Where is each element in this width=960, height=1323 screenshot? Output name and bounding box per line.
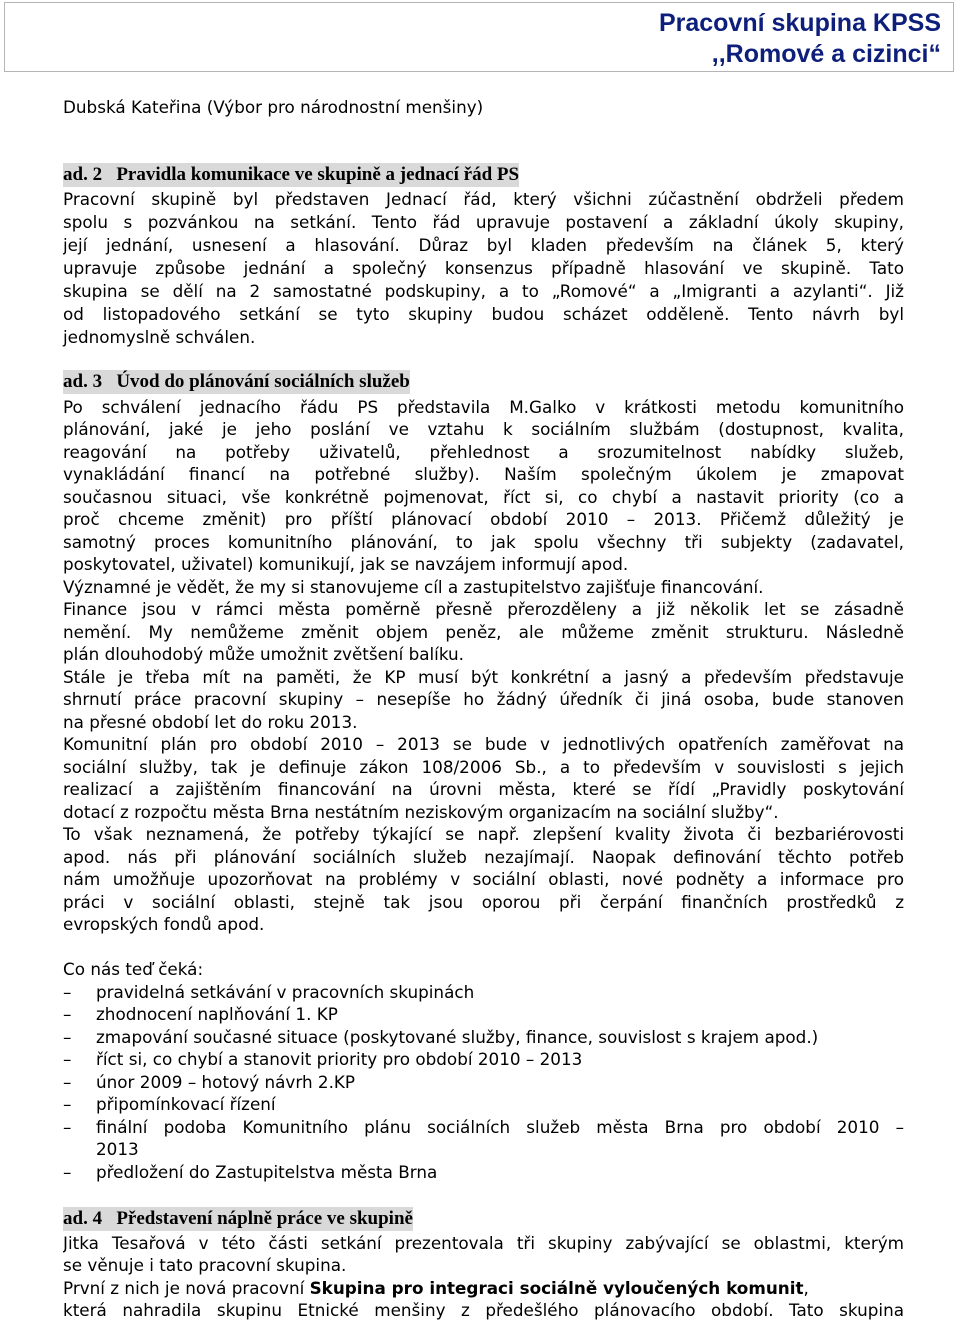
dash-bullet: – xyxy=(63,1094,72,1114)
dash-bullet: – xyxy=(63,1049,72,1069)
document-title xyxy=(659,8,941,70)
dash-bullet: – xyxy=(63,1072,72,1092)
todo-heading: Co nás teď čeká: xyxy=(63,959,204,979)
section-3-line: nemění. My nemůžeme změnit objem peněz, ale můžeme změnit strukturu. Následně xyxy=(63,622,904,642)
section-3-line: Stále je třeba mít na paměti, že KP musí být konkrétní a jasný a především představuje xyxy=(63,667,904,687)
title-line-1: Pracovní skupina KPSS xyxy=(658,9,941,37)
section-4-title: Představení náplně práce ve skupině xyxy=(116,1208,413,1229)
list-item: předložení do Zastupitelstva města Brna xyxy=(96,1162,438,1182)
section-4-text: První z nich je nová pracovní xyxy=(63,1278,310,1298)
section-3-number: ad. 3 xyxy=(63,371,103,392)
section-2-line: jednomyslně schválen. xyxy=(63,327,256,347)
section-4-heading xyxy=(63,1207,413,1231)
list-item: pravidelná setkávání v pracovních skupinách xyxy=(96,982,475,1002)
group-name-bold: Skupina pro integraci sociálně vyloučených komunit xyxy=(309,1278,804,1298)
section-3-line: na přesné období let do roku 2013. xyxy=(63,712,358,732)
section-2-line: upravuje způsobe jednání a společný konsenzus případně hlasování ve skupině. Tato xyxy=(63,258,904,278)
list-item: připomínkovací řízení xyxy=(96,1094,276,1114)
section-3-line: Finance jsou v rámci města poměrně přesně přerozděleny a již několik let se zásadně xyxy=(63,599,904,619)
section-3-line: poskytovatel, uživatel) komunikují, jak se navzájem informují apod. xyxy=(63,554,629,574)
section-4-number: ad. 4 xyxy=(63,1208,103,1229)
section-3-line: současnou situaci, vše konkrétně pojmenovat, říct si, co chybí a nastavit priority (co a xyxy=(63,487,904,507)
section-3-line: proč chceme změnit) pro příští plánovací období 2010 – 2013. Přičemž důležitý je xyxy=(63,509,904,529)
section-4-line xyxy=(63,1277,809,1299)
intro-line: Dubská Kateřina (Výbor pro národnostní menšiny) xyxy=(63,97,484,117)
section-4-line: která nahradila skupinu Etnické menšiny z předešlého plánovacího období. Tato skupina xyxy=(63,1300,904,1320)
dash-bullet: – xyxy=(63,1117,72,1137)
section-2-title: Pravidla komunikace ve skupině a jednací řád PS xyxy=(116,164,520,185)
section-3-line: práci v sociální oblasti, stejně tak jsou oporou při čerpání finančních prostředků z xyxy=(63,892,904,912)
section-3-title: Úvod do plánování sociálních služeb xyxy=(116,371,410,392)
section-3-line: shrnutí práce pracovní skupiny – nesepíše ho žádný úředník či jiná osoba, bude stanoven xyxy=(63,689,904,709)
title-line-2: ,,Romové a cizinci“ xyxy=(711,40,941,68)
section-3-line: Po schválení jednacího řádu PS představila M.Galko v krátkosti metodu komunitního xyxy=(63,397,904,417)
section-2-line: od listopadového setkání se tyto skupiny budou scházet odděleně. Tento návrh byl xyxy=(63,304,904,324)
section-2-line: skupina se dělí na 2 samostatné podskupiny, a to „Romové“ a „Imigranti a azylanti“. Již xyxy=(63,281,904,301)
section-3-line: realizací a zajištěním financování na úrovni města, které se řídí „Pravidly poskytování xyxy=(63,779,904,799)
section-3-line: reagování na potřeby uživatelů, přehlednost a srozumitelnost nabídky služeb, xyxy=(63,442,904,462)
section-3-line: evropských fondů apod. xyxy=(63,914,265,934)
section-3-line: apod. nás při plánování sociálních služeb nezajímají. Naopak definování těchto potřeb xyxy=(63,847,904,867)
section-4-line: se věnuje i tato pracovní skupina. xyxy=(63,1255,347,1275)
section-3-line: Významné je vědět, že my si stanovujeme cíl a zastupitelstvo zajišťuje financování. xyxy=(63,577,764,597)
list-item: zmapování současné situace (poskytované služby, finance, souvislost s krajem apod.) xyxy=(96,1027,819,1047)
section-3-line: dotací z rozpočtu města Brna nestátním neziskovým organizacím na sociální služby“. xyxy=(63,802,779,822)
list-item: finální podoba Komunitního plánu sociálních služeb města Brna pro období 2010 – xyxy=(96,1117,904,1137)
section-3-line: plánování, jaké je jeho poslání ve vztahu k sociálním službám (dostupnost, kvalita, xyxy=(63,419,904,439)
section-4-line: Jitka Tesařová v této části setkání prezentovala tři skupiny zabývající se oblastmi, kterým xyxy=(63,1233,904,1253)
list-item: zhodnocení naplňování 1. KP xyxy=(96,1004,338,1024)
list-item: únor 2009 – hotový návrh 2.KP xyxy=(96,1072,356,1092)
section-3-line: plán dlouhodobý může umožnit zvětšení balíku. xyxy=(63,644,465,664)
list-item-continuation: 2013 xyxy=(96,1139,139,1159)
section-2-heading xyxy=(63,163,519,187)
section-2-line: Pracovní skupině byl představen Jednací řád, který všichni zúčastnění obdrželi předem xyxy=(63,189,904,209)
section-3-line: vynakládání financí na potřebné služby). Naším společným úkolem je zmapovat xyxy=(63,464,904,484)
section-3-line: samotný proces komunitního plánování, to jak spolu všechny tři subjekty (zadavatel, xyxy=(63,532,904,552)
dash-bullet: – xyxy=(63,1162,72,1182)
list-item: říct si, co chybí a stanovit priority pro období 2010 – 2013 xyxy=(96,1049,583,1069)
section-3-line: Komunitní plán pro období 2010 – 2013 se bude v jednotlivých opatřeních zaměřovat na xyxy=(63,734,904,754)
section-3-heading xyxy=(63,370,410,394)
section-2-number: ad. 2 xyxy=(63,164,103,185)
section-3-line: To však neznamená, že potřeby týkající se např. zlepšení kvality života či bezbariérovosti xyxy=(63,824,904,844)
dash-bullet: – xyxy=(63,1027,72,1047)
section-2-line: její jednání, usnesení a hlasování. Důraz byl kladen především na článek 5, který xyxy=(63,235,904,255)
dash-bullet: – xyxy=(63,982,72,1002)
dash-bullet: – xyxy=(63,1004,72,1024)
section-4-text: , xyxy=(803,1278,809,1298)
section-3-line: nám umožňuje upozorňovat na problémy v sociální oblasti, nové podněty a informace pro xyxy=(63,869,904,889)
section-3-line: sociální služby, tak je definuje zákon 108/2006 Sb., a to především v souvislosti s jejich xyxy=(63,757,904,777)
section-2-line: spolu s pozvánkou na setkání. Tento řád upravuje postavení a základní úkoly skupiny, xyxy=(63,212,904,232)
header-box xyxy=(4,2,954,72)
